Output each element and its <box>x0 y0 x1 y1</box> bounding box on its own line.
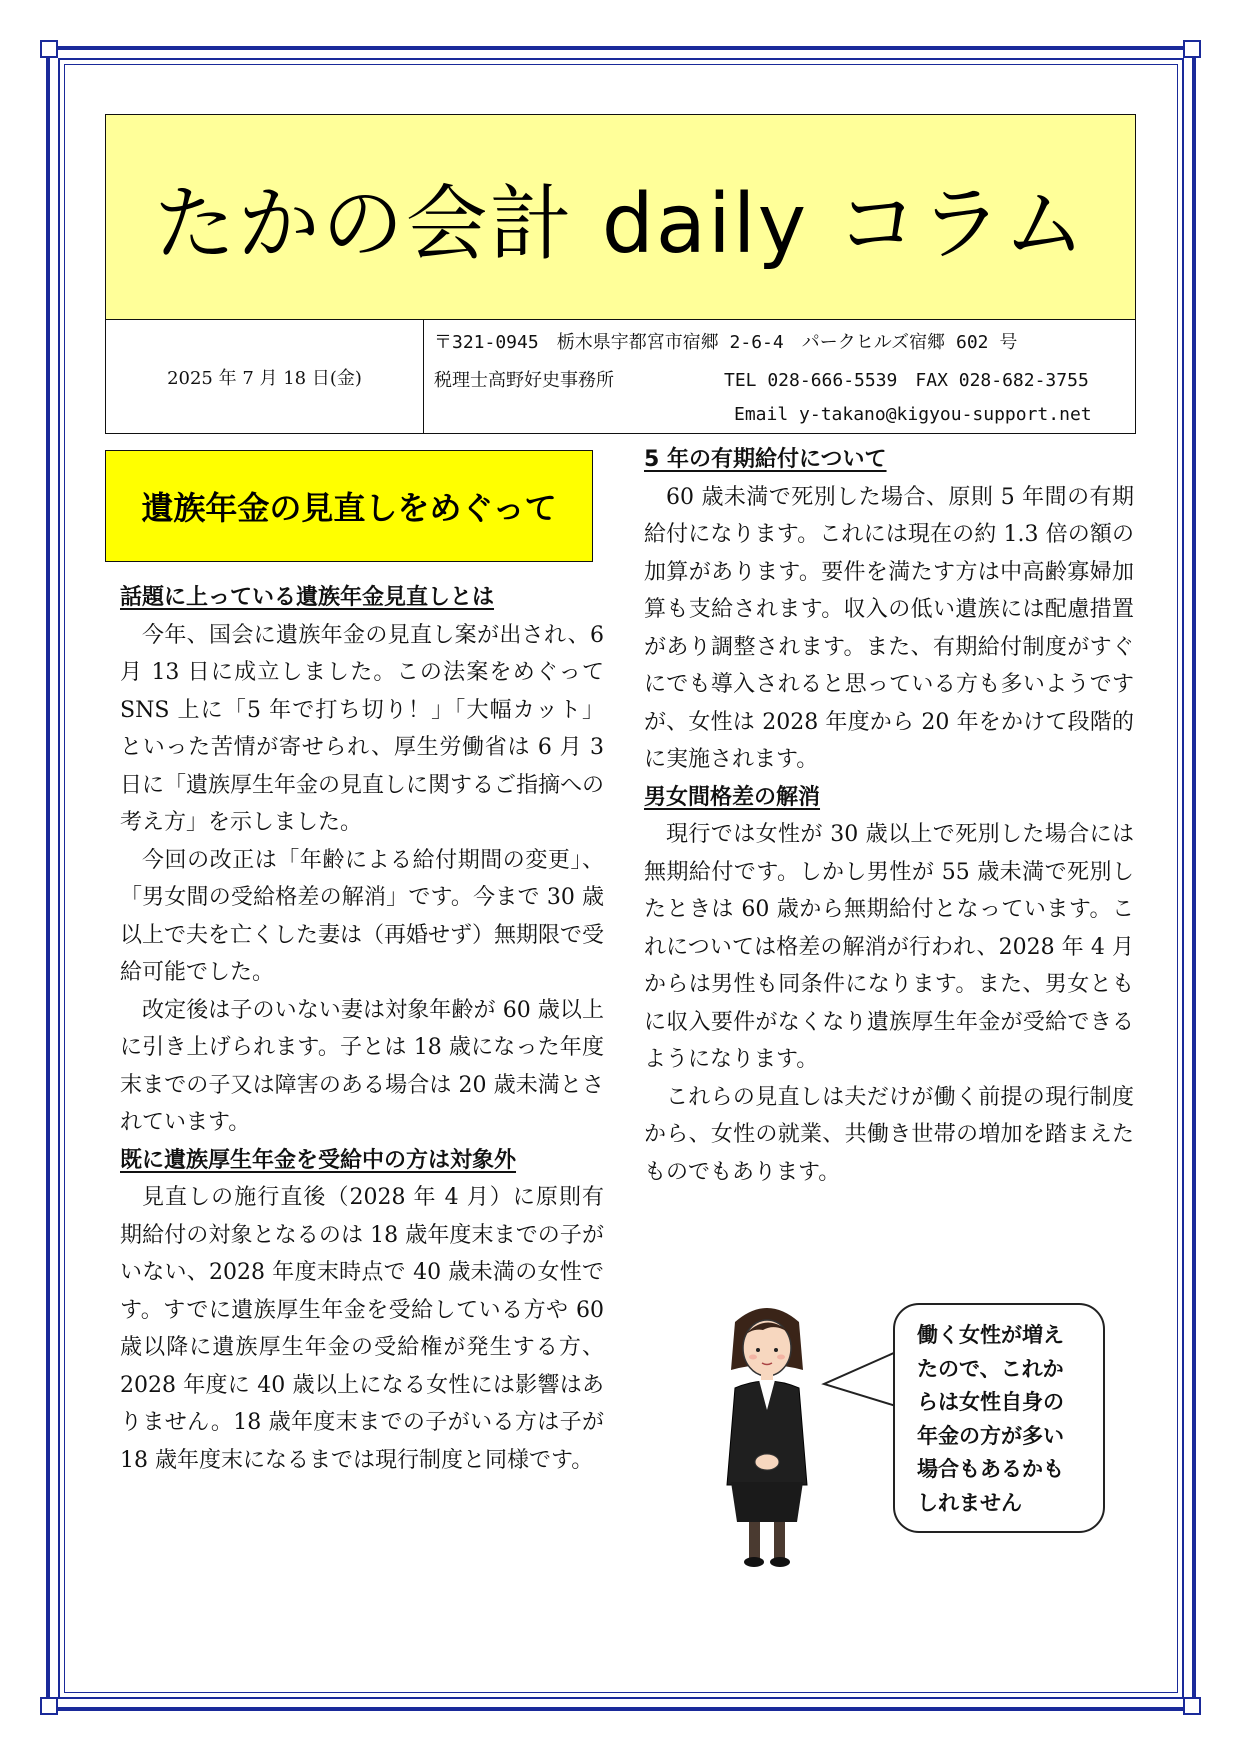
issue-date: 2025 年 7 月 18 日(金) <box>106 320 424 433</box>
title-box <box>106 115 1135 320</box>
paragraph: 今回の改正は「年齢による給付期間の変更」、「男女間の受給格差の解消」です。今まで 30 歳以上で夫を亡くした妻は（再婚せず）無期限で受給可能でした。 <box>120 847 605 985</box>
newsletter-title: たかの会計 daily コラム <box>153 176 1088 272</box>
right-column <box>644 441 1134 1191</box>
border-corner-top-left <box>40 40 58 58</box>
office-address: 〒321-0945 栃木県宇都宮市宿郷 2-6-4 パークヒルズ宿郷 602 号 <box>434 332 1018 353</box>
office-phone-fax: TEL 028-666-5539 FAX 028-682-3755 <box>724 370 1089 391</box>
section-heading: 話題に上っている遺族年金見直しとは <box>120 585 495 610</box>
bubble-line: たので、これか <box>917 1356 1064 1381</box>
bubble-line: 年金の方が多い <box>917 1423 1064 1448</box>
section-heading: 5 年の有期給付について <box>644 447 887 472</box>
paragraph: 見直しの施行直後（2028 年 4 月）に原則有期給付の対象となるのは 18 歳年度末までの子がいない、2028 年度末時点で 40 歳未満の女性です。すでに遺族厚生年金を受給している方や 60 歳以降に遺族厚生年金の受給権が発生する方、2028 年度に 40 歳以上になる女性には影響はありません。18 歳年度末までの子がいる方は子が 18 歳年度末になるまでは現行制度と同様です。 <box>120 1185 604 1473</box>
office-name: 税理士高野好史事務所 <box>434 370 614 391</box>
contact-block <box>434 320 1135 433</box>
border-corner-bottom-right <box>1183 1697 1201 1715</box>
border-corner-bottom-left <box>40 1697 58 1715</box>
paragraph: 現行では女性が 30 歳以上で死別した場合には無期給付です。しかし男性が 55 歳未満で死別したときは 60 歳から無期給付となっています。これについては格差の解消が行われ、2028 年 4 月からは男性も同条件になります。また、男女ともに収入要件がなくなり遺族厚生年金が受給できるようになります。 <box>644 822 1134 1072</box>
section-heading: 男女間格差の解消 <box>644 784 821 810</box>
paragraph: 改定後は子のいない妻は対象年齢が 60 歳以上に引き上げられます。子とは 18 歳になった年度末までの子又は障害のある場合は 20 歳未満とされています。 <box>120 997 604 1135</box>
left-column <box>120 579 604 1479</box>
businesswoman-illustration <box>707 1300 827 1570</box>
headline-box <box>105 450 593 562</box>
border-corner-top-right <box>1183 40 1201 58</box>
bubble-line: 場合もあるかも <box>917 1457 1064 1481</box>
newsletter-header <box>105 114 1136 434</box>
paragraph: 60 歳未満で死別した場合、原則 5 年間の有期給付になります。これには現在の約 1.3 倍の額の加算があります。要件を満たす方は中高齢寡婦加算も支給されます。収入の低い遺族には配慮措置があり調整されます。また、有期給付制度がすぐにでも導入されると思っている方も多いようですが、女性は 2028 年度から 20 年をかけて段階的に実施されます。 <box>644 484 1134 772</box>
bubble-line: しれません <box>917 1490 1022 1515</box>
speech-bubble <box>893 1303 1105 1533</box>
article-headline: 遺族年金の見直しをめぐって <box>141 489 557 527</box>
bubble-line: らは女性自身の <box>917 1390 1064 1414</box>
section-heading: 既に遺族厚生年金を受給中の方は対象外 <box>120 1147 517 1173</box>
header-info-row <box>106 320 1135 433</box>
bubble-line: 働く女性が増え <box>917 1323 1064 1347</box>
office-email: Email y-takano@kigyou-support.net <box>734 404 1092 425</box>
paragraph: これらの見直しは夫だけが働く前提の現行制度から、女性の就業、共働き世帯の増加を踏まえたものでもあります。 <box>644 1084 1134 1185</box>
paragraph: 今年、国会に遺族年金の見直し案が出され、6 月 13 日に成立しました。この法案をめぐって SNS 上に「5 年で打ち切り！」「大幅カット」といった苦情が寄せられ、厚生労働省は 6 月 3 日に「遺族厚生年金の見直しに関するご指摘への考え方」を示しました。 <box>120 622 605 835</box>
